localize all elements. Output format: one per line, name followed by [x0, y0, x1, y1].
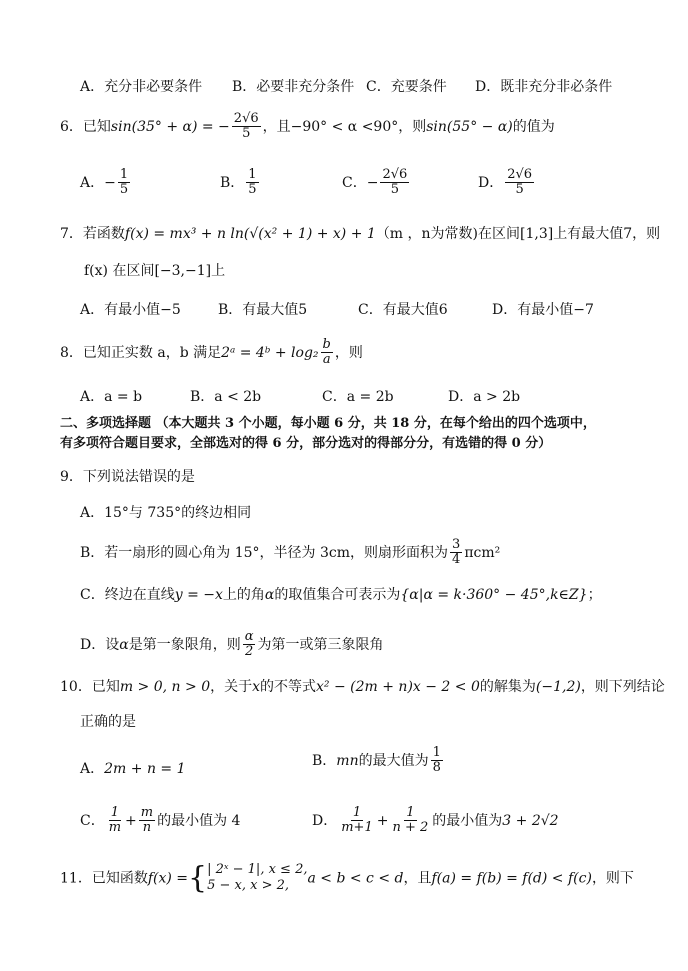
fraction-numerator: 1	[432, 745, 441, 760]
q8-option-c: C．a = 2b	[322, 389, 394, 405]
q7-function: f(x) = mx³ + n ln(√(x² + 1) + x) + 1	[124, 226, 376, 242]
fraction-denominator: n	[142, 820, 152, 836]
fraction-numerator: 1	[248, 167, 257, 182]
q6-condition-fraction	[232, 112, 261, 142]
option-text: D．设	[80, 636, 120, 653]
fraction-numerator: 2√6	[233, 111, 259, 126]
q8-stem	[60, 338, 363, 368]
q8-option-a: A．a = b	[80, 389, 143, 405]
plus-sign: +	[125, 812, 137, 829]
fraction-numerator: 2√6	[507, 167, 533, 182]
q10-option-c	[80, 806, 240, 836]
option-fraction	[505, 168, 534, 198]
option-label: D．	[312, 812, 338, 829]
option-text: 的最大值为	[358, 752, 429, 769]
q10-prefix: 10．已知	[60, 679, 120, 695]
q9-option-a: A．15°与 735°的终边相同	[80, 505, 252, 521]
piecewise-case-1: | 2ˣ − 1|, x ≤ 2,	[207, 862, 308, 877]
q7-stem-line2: f(x) 在区间[−3,−1]上	[84, 263, 226, 279]
option-text: 的最小值为 4	[157, 812, 241, 829]
fraction-numerator: 1	[352, 805, 362, 820]
option-fraction	[339, 806, 375, 836]
q6-prefix: 6．已知	[60, 118, 111, 135]
q10-option-a	[80, 758, 186, 778]
q8-fraction	[321, 338, 333, 368]
q10-option-d	[312, 806, 559, 836]
fraction-numerator: α	[244, 629, 254, 644]
option-text: 的最小值为	[432, 812, 503, 829]
option-expression: 3 + 2√2	[502, 812, 559, 829]
option-text: 为第一或第三象限角	[257, 636, 384, 653]
q6-suffix: 的值为	[512, 118, 555, 135]
q10-text: ，关于	[210, 679, 253, 695]
option-fraction	[243, 630, 256, 660]
option-label: C．	[80, 812, 105, 829]
q11-text: ，则下	[591, 870, 634, 887]
q10-solution-set: (−1,2)	[535, 679, 581, 695]
option-fraction	[107, 806, 123, 836]
option-expression: mn	[336, 752, 359, 769]
alpha-symbol: α	[264, 587, 275, 603]
option-label: A．−	[80, 174, 116, 191]
q6-target: sin(55° − α)	[426, 118, 513, 135]
option-label: C．−	[342, 174, 379, 191]
option-fraction	[118, 168, 130, 198]
q6-condition: sin(35° + α) = −	[110, 118, 230, 135]
piecewise-brace: {	[188, 860, 208, 896]
q5-option-a: A．充分非必要条件	[80, 79, 203, 95]
fraction-numerator: 2√6	[382, 167, 408, 182]
fraction-numerator: 3	[452, 537, 461, 552]
q9-option-b	[80, 538, 500, 568]
q8-option-b: B．a < 2b	[190, 389, 262, 405]
q10-variable: x	[252, 679, 261, 695]
option-text: 的取值集合可表示为	[274, 587, 401, 603]
q9-option-c	[80, 587, 602, 604]
q8-equation: 2ᵃ = 4ᵇ + log₂	[221, 344, 319, 361]
option-text: ；	[587, 587, 602, 603]
option-text: 是第一象限角，则	[128, 636, 241, 653]
option-fraction	[246, 168, 258, 198]
option-text: 上的角	[222, 587, 265, 603]
q7-mid: （m ，n为常数)在区间[1,3]上有最大值7，则	[375, 226, 661, 242]
section2-heading-line1: 二、多项选择题 （本大题共 3 个小题，每小题 6 分，共 18 分，在每个给出的四个选项中，	[60, 416, 596, 431]
fraction-denominator: 5	[515, 182, 524, 198]
set-expression: {α|α = k·360° − 45°,k∈Z}	[400, 587, 588, 603]
fraction-numerator: 1	[406, 805, 415, 820]
fraction-numerator: m	[140, 805, 154, 820]
q7-option-a: A．有最小值−5	[80, 302, 181, 318]
q10-text: ，则下列结论	[580, 679, 665, 695]
option-fraction	[431, 746, 443, 776]
q9-option-d	[80, 630, 383, 660]
q11-order: a < b < c < d	[307, 870, 404, 887]
q10-stem	[60, 679, 665, 696]
q5-option-c: C．充要条件	[366, 79, 447, 95]
q6-option-b	[220, 168, 261, 198]
q8-prefix: 8．已知正实数 a，b 满足	[60, 344, 222, 361]
q7-option-c: C．有最大值6	[358, 302, 448, 318]
section2-heading-line2: 有多项符合题目要求，全部选对的得 6 分，部分选对的得部分分，有选错的得 0 分）	[60, 436, 552, 451]
alpha-symbol: α	[119, 636, 129, 653]
option-fraction	[450, 538, 462, 568]
q6-option-d	[478, 168, 536, 198]
option-text: C．终边在直线	[80, 587, 175, 603]
plus-sign: +	[376, 812, 389, 829]
option-text: B．若一扇形的圆心角为 15°，半径为 3cm，则扇形面积为	[80, 544, 449, 561]
option-fraction	[390, 806, 430, 836]
fraction-numerator: b	[322, 337, 331, 352]
fraction-denominator: n + 2	[392, 820, 429, 836]
option-fraction	[139, 806, 155, 836]
q10-option-b	[312, 746, 445, 776]
fraction-numerator: 1	[119, 167, 129, 182]
option-expression: 2m + n = 1	[104, 761, 186, 777]
option-label: D．	[478, 174, 504, 191]
piecewise-case-2: 5 − x, x > 2,	[207, 878, 290, 894]
fraction-numerator: 1	[110, 805, 120, 820]
q7-prefix: 7．若函数	[60, 226, 125, 242]
q6-mid: ，且−90° < α <90°，则	[262, 118, 427, 135]
q10-stem-line2: 正确的是	[80, 714, 136, 730]
option-label: A．	[80, 761, 105, 777]
fraction-denominator: 5	[248, 182, 257, 198]
q8-option-d: D．a > 2b	[448, 389, 521, 405]
q8-suffix: ，则	[334, 344, 363, 361]
q7-stem	[60, 226, 660, 243]
q5-option-b: B．必要非充分条件	[232, 79, 355, 95]
option-label: B．	[220, 174, 245, 191]
q6-option-a	[80, 168, 132, 198]
option-label: B．	[312, 752, 337, 769]
fraction-denominator: 5	[242, 126, 251, 142]
q6-option-c	[342, 168, 411, 198]
q10-text: 的不等式	[260, 679, 317, 695]
option-unit: πcm²	[464, 544, 501, 561]
q10-condition: m > 0, n > 0	[119, 679, 211, 695]
fraction-denominator: a	[322, 352, 331, 368]
q10-text: 的解集为	[479, 679, 536, 695]
q6-stem	[60, 112, 555, 142]
fraction-denominator: m+1	[341, 820, 373, 836]
fraction-denominator: 4	[452, 552, 461, 568]
piecewise-cases	[207, 862, 307, 895]
q11-stem	[60, 862, 634, 895]
q11-text: ，且	[403, 870, 432, 887]
option-fraction	[380, 168, 409, 198]
q9-stem: 9．下列说法错误的是	[60, 469, 195, 485]
q11-function-name: f(x) =	[147, 870, 189, 887]
fraction-denominator: m	[108, 820, 122, 836]
line-equation: y = −x	[174, 587, 223, 603]
q10-inequality: x² − (2m + n)x − 2 < 0	[316, 679, 480, 695]
fraction-denominator: 2	[244, 644, 254, 660]
fraction-denominator: 5	[119, 182, 129, 198]
q11-equation: f(a) = f(b) = f(d) < f(c)	[431, 870, 592, 887]
fraction-denominator: 5	[390, 182, 399, 198]
q11-prefix: 11．已知函数	[60, 870, 148, 887]
fraction-denominator: 8	[432, 760, 441, 776]
q7-option-b: B．有最大值5	[218, 302, 308, 318]
q5-option-d: D．既非充分非必条件	[475, 79, 613, 95]
q7-option-d: D．有最小值−7	[492, 302, 594, 318]
